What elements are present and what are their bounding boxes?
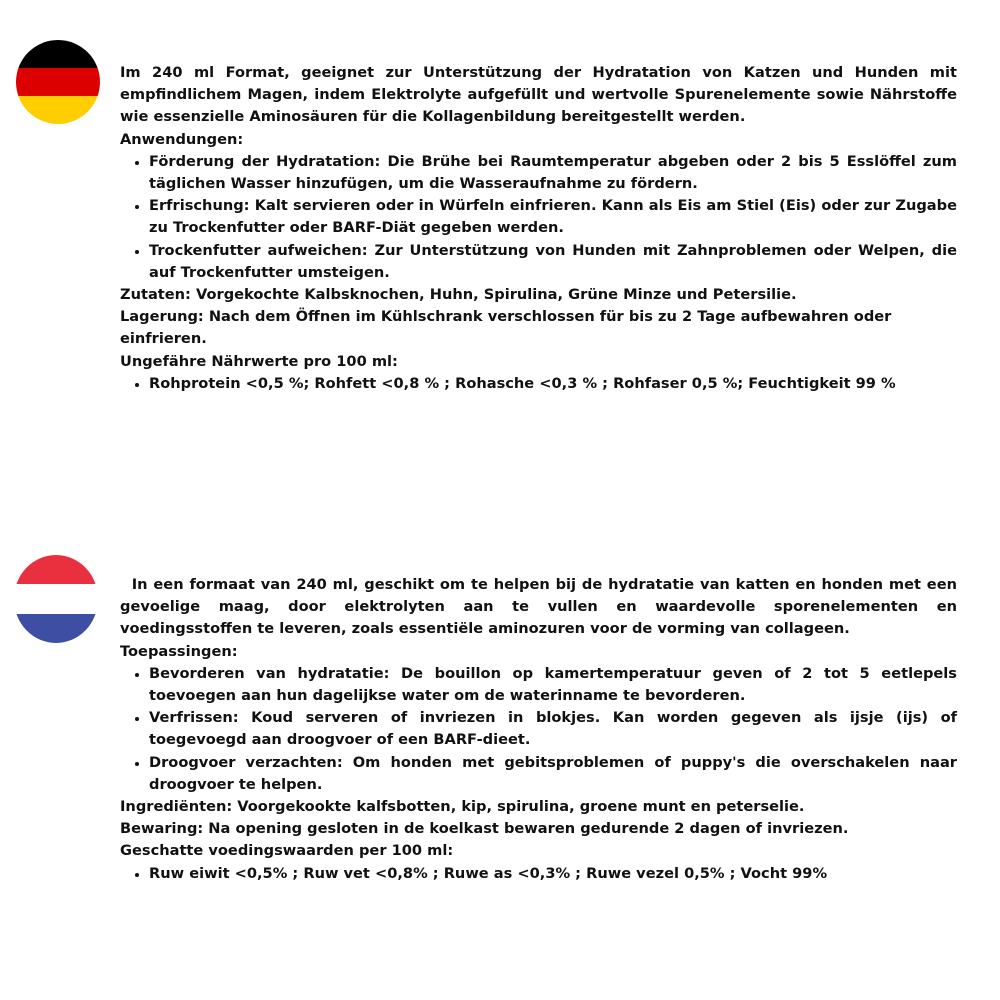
intro-paragraph: In een formaat van 240 ml, geschikt om te helpen bij de hydratatie van katten en honden met een gevoelige maag, door elektrolyten aan te vullen en waardevolle sporenelementen en voedingsstoffen te leveren, zoals essentiële aminozuren voor de vorming van collageen. — [120, 576, 963, 638]
germany-flag-icon — [16, 40, 100, 124]
uses-list — [120, 151, 957, 284]
netherlands-flag-icon — [14, 555, 98, 643]
uses-heading: Toepassingen: — [120, 642, 238, 660]
list-item: • Erfrischung: Kalt servieren oder in Würfeln einfrieren. Kann als Eis am Stiel (Eis) oder zur Zugabe zu Trockenfutter oder BARF-Diät gegeben werden. — [149, 195, 957, 239]
intro-paragraph: Im 240 ml Format, geeignet zur Unterstützung der Hydratation von Katzen und Hunden mit empfindlichem Magen, indem Elektrolyte aufgefüllt und wertvolle Spurenelemente sowie Nährstoffe wie essenzielle Aminosäuren für die Kollagenbildung bereitgestellt werden. — [120, 64, 957, 126]
nutrition-heading: Ungefähre Nährwerte pro 100 ml: — [120, 352, 398, 370]
uses-list — [120, 663, 957, 796]
list-item: • Bevorderen van hydratatie: De bouillon op kamertemperatuur geven of 2 tot 5 eetlepels toevoegen aan hun dagelijkse water om de waterinname te bevorderen. — [149, 663, 957, 707]
flag-stripe — [16, 68, 100, 96]
german-description — [120, 62, 957, 395]
flag-stripe — [14, 555, 98, 584]
nutrition-list — [120, 373, 957, 395]
list-item: • Förderung der Hydratation: Die Brühe bei Raumtemperatur abgeben oder 2 bis 5 Esslöffel zum täglichen Wasser hinzufügen, um die Wasseraufnahme zu fördern. — [149, 151, 957, 195]
storage-line: Lagerung: Nach dem Öffnen im Kühlschrank verschlossen für bis zu 2 Tage aufbewahren oder einfrieren. — [120, 308, 892, 348]
flag-stripe — [14, 584, 98, 613]
list-item: • Rohprotein <0,5 %; Rohfett <0,8 % ; Rohasche <0,3 % ; Rohfaser 0,5 %; Feuchtigkeit 99 % — [149, 373, 957, 395]
list-item: • Verfrissen: Koud serveren of invriezen in blokjes. Kan worden gegeven als ijsje (ijs) of toegevoegd aan droogvoer of een BARF-dieet. — [149, 707, 957, 751]
storage-line: Bewaring: Na opening gesloten in de koelkast bewaren gedurende 2 dagen of invriezen. — [120, 820, 849, 838]
list-item: • Droogvoer verzachten: Om honden met gebitsproblemen of puppy's die overschakelen naar droogvoer te helpen. — [149, 752, 957, 796]
ingredients-line: Ingrediënten: Voorgekookte kalfsbotten, kip, spirulina, groene munt en peterselie. — [120, 798, 805, 816]
dutch-description — [120, 574, 963, 885]
ingredients-line: Zutaten: Vorgekochte Kalbsknochen, Huhn, Spirulina, Grüne Minze und Petersilie. — [120, 286, 797, 304]
list-item: • Trockenfutter aufweichen: Zur Unterstützung von Hunden mit Zahnproblemen oder Welpen, die auf Trockenfutter umsteigen. — [149, 240, 957, 284]
flag-stripe — [16, 96, 100, 124]
nutrition-heading: Geschatte voedingswaarden per 100 ml: — [120, 842, 454, 860]
list-item: • Ruw eiwit <0,5% ; Ruw vet <0,8% ; Ruwe as <0,3% ; Ruwe vezel 0,5% ; Vocht 99% — [149, 863, 957, 885]
flag-stripe — [14, 614, 98, 643]
uses-heading: Anwendungen: — [120, 130, 244, 148]
flag-stripe — [16, 40, 100, 68]
nutrition-list — [120, 863, 957, 885]
